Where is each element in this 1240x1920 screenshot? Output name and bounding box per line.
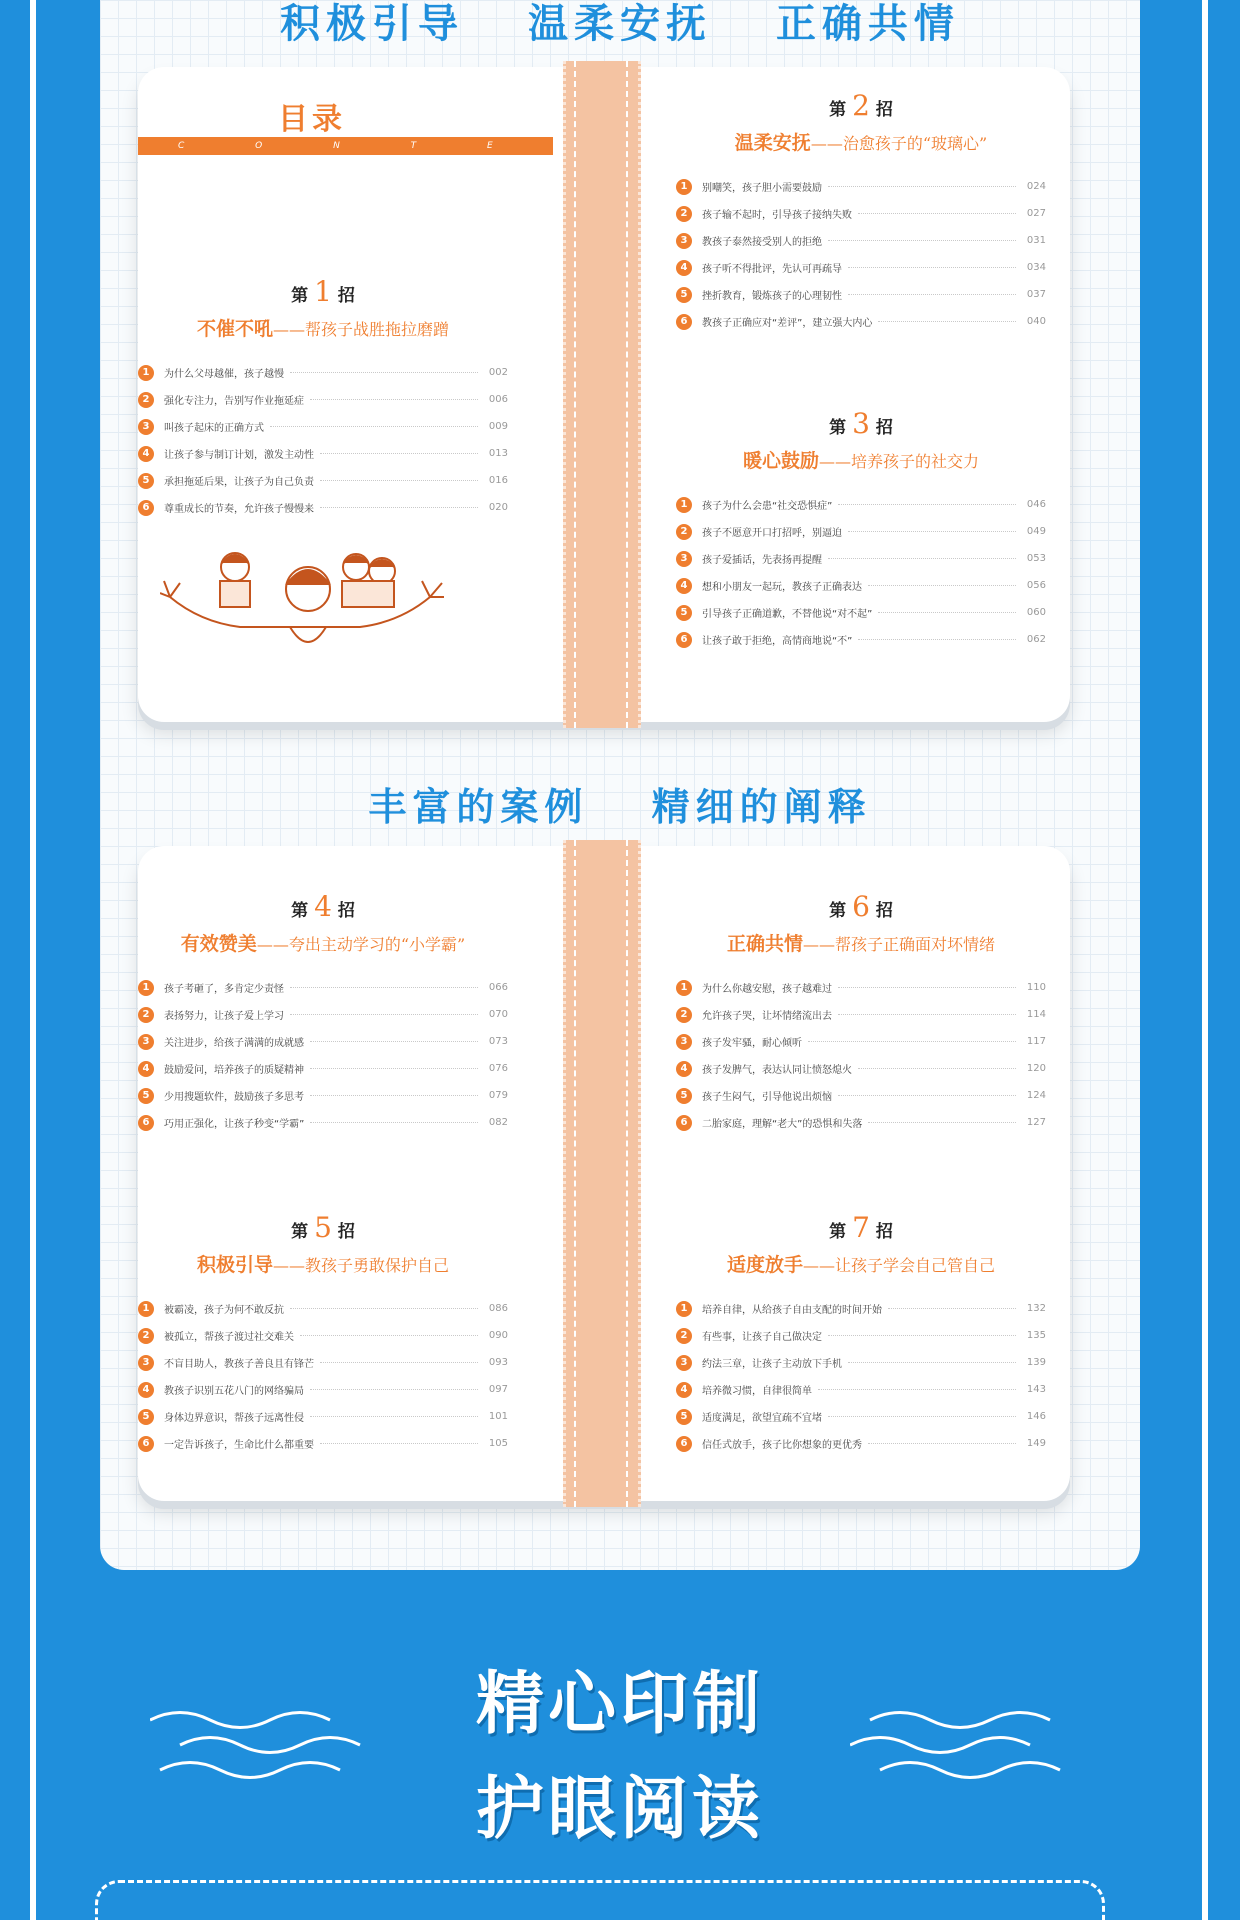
chapter-title: 正确共情 — [726, 933, 803, 955]
entry-number-badge: 5 — [676, 1088, 692, 1104]
entry-number-badge: 6 — [676, 1436, 692, 1452]
right-border-line — [1202, 0, 1208, 1920]
toc-entry[interactable] — [138, 1322, 508, 1349]
entry-title: 挫折教育，锻炼孩子的心理韧性 — [702, 291, 842, 302]
dot-leader — [878, 612, 1016, 613]
entry-number-badge: 2 — [676, 524, 692, 540]
entry-number-badge: 3 — [676, 1034, 692, 1050]
entry-page-number: 143 — [1026, 1384, 1046, 1395]
entry-page-number: 002 — [488, 367, 508, 378]
entry-title: 孩子发牢骚，耐心倾听 — [702, 1038, 802, 1049]
dot-leader — [848, 1362, 1016, 1363]
toc-entry[interactable] — [138, 1028, 508, 1055]
toc-entry[interactable] — [138, 1109, 508, 1136]
chapter-subtitle: ——夸出主动学习的“小学霸” — [256, 935, 466, 954]
entry-page-number: 101 — [488, 1411, 508, 1422]
dot-leader — [838, 504, 1016, 505]
entry-title: 不盲目助人，教孩子善良且有锋芒 — [164, 1359, 314, 1370]
chapter-number: 第 2 招 — [829, 89, 893, 122]
chapter-subtitle: ——让孩子学会自己管自己 — [803, 1256, 996, 1275]
entry-page-number: 027 — [1026, 208, 1046, 219]
entry-number-badge: 5 — [676, 287, 692, 303]
toc-entry[interactable] — [676, 200, 1046, 227]
entry-number-badge: 4 — [676, 260, 692, 276]
dot-leader — [828, 1416, 1016, 1417]
chapter-5 — [138, 1211, 508, 1457]
toc-entry[interactable] — [138, 1376, 508, 1403]
entry-page-number: 139 — [1026, 1357, 1046, 1368]
chapter-number: 第 7 招 — [829, 1211, 893, 1244]
dot-leader — [320, 480, 478, 481]
dot-leader — [310, 1095, 478, 1096]
entry-page-number: 020 — [488, 502, 508, 513]
dot-leader — [838, 987, 1016, 988]
entry-title: 约法三章，让孩子主动放下手机 — [702, 1359, 842, 1370]
dashed-frame — [95, 1880, 1105, 1920]
dot-leader — [848, 531, 1016, 532]
toc-entry[interactable] — [138, 1349, 508, 1376]
chapter-number: 第 4 招 — [291, 890, 355, 923]
entry-page-number: 079 — [488, 1090, 508, 1101]
entry-number-badge: 1 — [138, 1301, 154, 1317]
book-spine — [563, 61, 641, 728]
entry-page-number: 070 — [488, 1009, 508, 1020]
toc-entry[interactable] — [676, 227, 1046, 254]
chapter-item-list — [138, 1295, 508, 1457]
entry-number-badge: 6 — [676, 1115, 692, 1131]
entry-title: 尊重成长的节奏，允许孩子慢慢来 — [164, 504, 314, 515]
entry-page-number: 060 — [1026, 607, 1046, 618]
toc-entry[interactable] — [138, 386, 508, 413]
entry-number-badge: 2 — [676, 1007, 692, 1023]
toc-entry[interactable] — [676, 1403, 1046, 1430]
entry-page-number: 146 — [1026, 1411, 1046, 1422]
toc-entry[interactable] — [138, 1082, 508, 1109]
entry-title: 身体边界意识，帮孩子远离性侵 — [164, 1413, 304, 1424]
toc-entry[interactable] — [138, 974, 508, 1001]
dot-leader — [320, 1443, 478, 1444]
dot-leader — [888, 1308, 1016, 1309]
dot-leader — [838, 1095, 1016, 1096]
toc-entry[interactable] — [676, 1295, 1046, 1322]
entry-number-badge: 3 — [138, 1355, 154, 1371]
chapter-number: 第 1 招 — [291, 275, 355, 308]
toc-entry[interactable] — [138, 1055, 508, 1082]
chapter-number: 第 6 招 — [829, 890, 893, 923]
toc-title: 目录 — [278, 102, 346, 137]
dot-leader — [828, 558, 1016, 559]
toc-entry[interactable] — [676, 1376, 1046, 1403]
dot-leader — [808, 1041, 1016, 1042]
entry-title: 想和小朋友一起玩，教孩子正确表达 — [702, 582, 862, 593]
dot-leader — [310, 1389, 478, 1390]
toc-entry[interactable] — [138, 413, 508, 440]
dot-leader — [858, 213, 1016, 214]
chapter-1 — [138, 275, 508, 521]
entry-page-number: 024 — [1026, 181, 1046, 192]
entry-page-number: 056 — [1026, 580, 1046, 591]
entry-number-badge: 1 — [138, 365, 154, 381]
chapter-subtitle: ——教孩子勇敢保护自己 — [273, 1256, 450, 1275]
entry-title: 关注进步，给孩子满满的成就感 — [164, 1038, 304, 1049]
dot-leader — [858, 1068, 1016, 1069]
dot-leader — [310, 399, 478, 400]
toc-entry[interactable] — [676, 1055, 1046, 1082]
entry-number-badge: 1 — [676, 497, 692, 513]
entry-title: 适度满足，欲望宜疏不宜堵 — [702, 1413, 822, 1424]
toc-entry[interactable] — [676, 1322, 1046, 1349]
toc-entry[interactable] — [676, 308, 1046, 335]
toc-subtitle-bar: C O N T E N T S — [138, 137, 553, 155]
toc-entry[interactable] — [676, 254, 1046, 281]
chapter-title: 暖心鼓励 — [742, 450, 819, 472]
dot-leader — [848, 267, 1016, 268]
entry-page-number: 149 — [1026, 1438, 1046, 1449]
chapter-subtitle: ——培养孩子的社交力 — [819, 452, 980, 471]
entry-page-number: 097 — [488, 1384, 508, 1395]
toc-entry[interactable] — [676, 491, 1046, 518]
entry-number-badge: 1 — [676, 1301, 692, 1317]
entry-page-number: 037 — [1026, 289, 1046, 300]
entry-number-badge: 3 — [676, 233, 692, 249]
dot-leader — [858, 639, 1016, 640]
dot-leader — [828, 1335, 1016, 1336]
top-heading-2: 温柔安抚 — [528, 1, 712, 47]
entry-number-badge: 6 — [138, 1115, 154, 1131]
entry-title: 少用搜题软件，鼓励孩子多思考 — [164, 1092, 304, 1103]
entry-page-number: 006 — [488, 394, 508, 405]
chapter-7 — [676, 1211, 1046, 1457]
entry-number-badge: 2 — [138, 1007, 154, 1023]
entry-page-number: 034 — [1026, 262, 1046, 273]
dot-leader — [290, 987, 478, 988]
kids-reading-illustration — [160, 537, 460, 667]
entry-title: 教孩子泰然接受别人的拒绝 — [702, 237, 822, 248]
toc-entry[interactable] — [676, 518, 1046, 545]
banner-line-2: 护眼阅读 — [475, 1770, 764, 1849]
entry-number-badge: 2 — [676, 206, 692, 222]
entry-title: 孩子输不起时，引导孩子接纳失败 — [702, 210, 852, 221]
dot-leader — [828, 240, 1016, 241]
toc-entry[interactable] — [138, 359, 508, 386]
entry-title: 孩子爱插话，先表扬再提醒 — [702, 555, 822, 566]
dot-leader — [878, 321, 1016, 322]
dot-leader — [310, 1122, 478, 1123]
entry-title: 教孩子正确应对“差评”，建立强大内心 — [702, 318, 873, 329]
entry-number-badge: 3 — [676, 551, 692, 567]
entry-number-badge: 5 — [676, 1409, 692, 1425]
entry-title: 巧用正强化，让孩子秒变“学霸” — [164, 1119, 305, 1130]
entry-title: 孩子发脾气，表达认同让愤怒熄火 — [702, 1065, 852, 1076]
toc-entry[interactable] — [676, 281, 1046, 308]
middle-heading-2: 精细的阐释 — [651, 785, 872, 829]
entry-title: 叫孩子起床的正确方式 — [164, 423, 264, 434]
toc-entry[interactable] — [138, 467, 508, 494]
toc-entry[interactable] — [676, 1430, 1046, 1457]
top-heading-3: 正确共情 — [775, 1, 960, 47]
entry-page-number: 009 — [488, 421, 508, 432]
toc-entry[interactable] — [676, 974, 1046, 1001]
entry-number-badge: 4 — [138, 446, 154, 462]
chapter-4 — [138, 890, 508, 1136]
entry-title: 让孩子参与制订计划，激发主动性 — [164, 450, 314, 461]
dot-leader — [848, 294, 1016, 295]
dot-leader — [320, 507, 478, 508]
entry-page-number: 049 — [1026, 526, 1046, 537]
entry-title: 别嘲笑，孩子胆小需要鼓励 — [702, 183, 822, 194]
dot-leader — [828, 186, 1016, 187]
book-spine — [563, 840, 641, 1507]
toc-entry[interactable] — [676, 1349, 1046, 1376]
chapter-title: 温柔安抚 — [734, 132, 811, 154]
entry-page-number: 082 — [488, 1117, 508, 1128]
entry-number-badge: 1 — [676, 179, 692, 195]
entry-number-badge: 1 — [138, 980, 154, 996]
top-heading-1: 积极引导 — [280, 1, 465, 47]
entry-number-badge: 6 — [676, 632, 692, 648]
entry-number-badge: 2 — [676, 1328, 692, 1344]
entry-number-badge: 4 — [676, 1061, 692, 1077]
entry-number-badge: 4 — [138, 1382, 154, 1398]
entry-number-badge: 4 — [676, 1382, 692, 1398]
dot-leader — [270, 426, 478, 427]
dot-leader — [310, 1068, 478, 1069]
chapter-item-list — [676, 1295, 1046, 1457]
entry-number-badge: 3 — [138, 1034, 154, 1050]
book-spread-2 — [138, 846, 1070, 1501]
entry-title: 孩子听不得批评，先认可再疏导 — [702, 264, 842, 275]
banner-line-1: 精心印制 — [475, 1665, 764, 1744]
dot-leader — [290, 372, 478, 373]
entry-page-number: 090 — [488, 1330, 508, 1341]
entry-page-number: 053 — [1026, 553, 1046, 564]
dot-leader — [290, 1308, 478, 1309]
entry-page-number: 105 — [488, 1438, 508, 1449]
entry-page-number: 031 — [1026, 235, 1046, 246]
entry-title: 为什么你越安慰，孩子越难过 — [702, 984, 832, 995]
entry-title: 允许孩子哭，让坏情绪流出去 — [702, 1011, 832, 1022]
entry-page-number: 062 — [1026, 634, 1046, 645]
chapter-title: 有效赞美 — [180, 933, 257, 955]
toc-entry[interactable] — [676, 626, 1046, 653]
dot-leader — [868, 1443, 1016, 1444]
entry-page-number: 013 — [488, 448, 508, 459]
entry-title: 引导孩子正确道歉，不替他说“对不起” — [702, 609, 873, 620]
entry-number-badge: 6 — [138, 500, 154, 516]
middle-heading-1: 丰富的案例 — [368, 785, 589, 829]
toc-entry[interactable] — [138, 440, 508, 467]
entry-page-number: 135 — [1026, 1330, 1046, 1341]
chapter-6 — [676, 890, 1046, 1136]
chapter-subtitle: ——治愈孩子的“玻璃心” — [810, 134, 988, 153]
entry-title: 被霸凌，孩子为何不敢反抗 — [164, 1305, 284, 1316]
entry-title: 孩子考砸了，多肯定少责怪 — [164, 984, 284, 995]
entry-title: 一定告诉孩子，生命比什么都重要 — [164, 1440, 314, 1451]
entry-title: 有些事，让孩子自己做决定 — [702, 1332, 822, 1343]
toc-entry[interactable] — [676, 1082, 1046, 1109]
toc-entry[interactable] — [676, 572, 1046, 599]
top-heading — [0, 0, 1240, 49]
dot-leader — [868, 585, 1016, 586]
entry-title: 二胎家庭，理解“老大”的恐惧和失落 — [702, 1119, 863, 1130]
entry-title: 培养微习惯，自律很简单 — [702, 1386, 812, 1397]
dot-leader — [818, 1389, 1016, 1390]
dot-leader — [320, 453, 478, 454]
entry-title: 培养自律，从给孩子自由支配的时间开始 — [702, 1305, 882, 1316]
toc-entry[interactable] — [138, 1001, 508, 1028]
entry-title: 表扬努力，让孩子爱上学习 — [164, 1011, 284, 1022]
entry-page-number: 066 — [488, 982, 508, 993]
entry-number-badge: 1 — [676, 980, 692, 996]
toc-entry[interactable] — [676, 599, 1046, 626]
entry-page-number: 016 — [488, 475, 508, 486]
left-border-line — [30, 0, 36, 1920]
entry-page-number: 110 — [1026, 982, 1046, 993]
toc-entry[interactable] — [676, 1109, 1046, 1136]
toc-entry[interactable] — [138, 494, 508, 521]
chapter-number: 第 5 招 — [291, 1211, 355, 1244]
dot-leader — [300, 1335, 478, 1336]
entry-title: 为什么父母越催，孩子越慢 — [164, 369, 284, 380]
entry-number-badge: 6 — [138, 1436, 154, 1452]
entry-page-number: 120 — [1026, 1063, 1046, 1074]
chapter-item-list — [676, 173, 1046, 335]
entry-title: 信任式放手，孩子比你想象的更优秀 — [702, 1440, 862, 1451]
entry-number-badge: 5 — [138, 473, 154, 489]
dot-leader — [310, 1041, 478, 1042]
dot-leader — [868, 1122, 1016, 1123]
entry-title: 被孤立，帮孩子渡过社交难关 — [164, 1332, 294, 1343]
middle-heading — [0, 776, 1240, 831]
entry-page-number: 127 — [1026, 1117, 1046, 1128]
entry-number-badge: 6 — [676, 314, 692, 330]
entry-title: 孩子生闷气，引导他说出烦恼 — [702, 1092, 832, 1103]
entry-page-number: 086 — [488, 1303, 508, 1314]
entry-title: 强化专注力，告别写作业拖延症 — [164, 396, 304, 407]
entry-page-number: 046 — [1026, 499, 1046, 510]
entry-page-number: 093 — [488, 1357, 508, 1368]
chapter-2 — [676, 89, 1046, 335]
entry-number-badge: 4 — [138, 1061, 154, 1077]
toc-entry[interactable] — [138, 1403, 508, 1430]
entry-title: 承担拖延后果，让孩子为自己负责 — [164, 477, 314, 488]
entry-title: 鼓励爱问，培养孩子的质疑精神 — [164, 1065, 304, 1076]
entry-number-badge: 4 — [676, 578, 692, 594]
entry-number-badge: 3 — [676, 1355, 692, 1371]
chapter-item-list — [676, 974, 1046, 1136]
chapter-item-list — [138, 974, 508, 1136]
entry-number-badge: 5 — [676, 605, 692, 621]
chapter-3 — [676, 407, 1046, 653]
entry-title: 孩子不愿意开口打招呼，别逼迫 — [702, 528, 842, 539]
entry-number-badge: 5 — [138, 1409, 154, 1425]
entry-number-badge: 2 — [138, 392, 154, 408]
chapter-title: 积极引导 — [196, 1254, 273, 1276]
chapter-title: 不催不吼 — [196, 318, 273, 340]
entry-page-number: 132 — [1026, 1303, 1046, 1314]
toc-entry[interactable] — [676, 545, 1046, 572]
toc-entry[interactable] — [676, 1028, 1046, 1055]
chapter-subtitle: ——帮孩子战胜拖拉磨蹭 — [273, 320, 450, 339]
toc-entry[interactable] — [676, 1001, 1046, 1028]
chapter-item-list — [138, 359, 508, 521]
entry-number-badge: 2 — [138, 1328, 154, 1344]
toc-entry[interactable] — [138, 1295, 508, 1322]
entry-page-number: 076 — [488, 1063, 508, 1074]
entry-page-number: 073 — [488, 1036, 508, 1047]
entry-title: 让孩子敢于拒绝，高情商地说“不” — [702, 636, 853, 647]
dot-leader — [320, 1362, 478, 1363]
chapter-subtitle: ——帮孩子正确面对坏情绪 — [803, 935, 996, 954]
chapter-title: 适度放手 — [726, 1254, 803, 1276]
entry-page-number: 040 — [1026, 316, 1046, 327]
chapter-item-list — [676, 491, 1046, 653]
entry-title: 教孩子识别五花八门的网络骗局 — [164, 1386, 304, 1397]
entry-page-number: 117 — [1026, 1036, 1046, 1047]
dot-leader — [838, 1014, 1016, 1015]
chapter-number: 第 3 招 — [829, 407, 893, 440]
dot-leader — [310, 1416, 478, 1417]
book-spread-1 — [138, 67, 1070, 722]
entry-title: 孩子为什么会患“社交恐惧症” — [702, 501, 833, 512]
entry-number-badge: 3 — [138, 419, 154, 435]
entry-page-number: 114 — [1026, 1009, 1046, 1020]
toc-entry[interactable] — [676, 173, 1046, 200]
toc-entry[interactable] — [138, 1430, 508, 1457]
entry-page-number: 124 — [1026, 1090, 1046, 1101]
entry-number-badge: 5 — [138, 1088, 154, 1104]
dot-leader — [290, 1014, 478, 1015]
